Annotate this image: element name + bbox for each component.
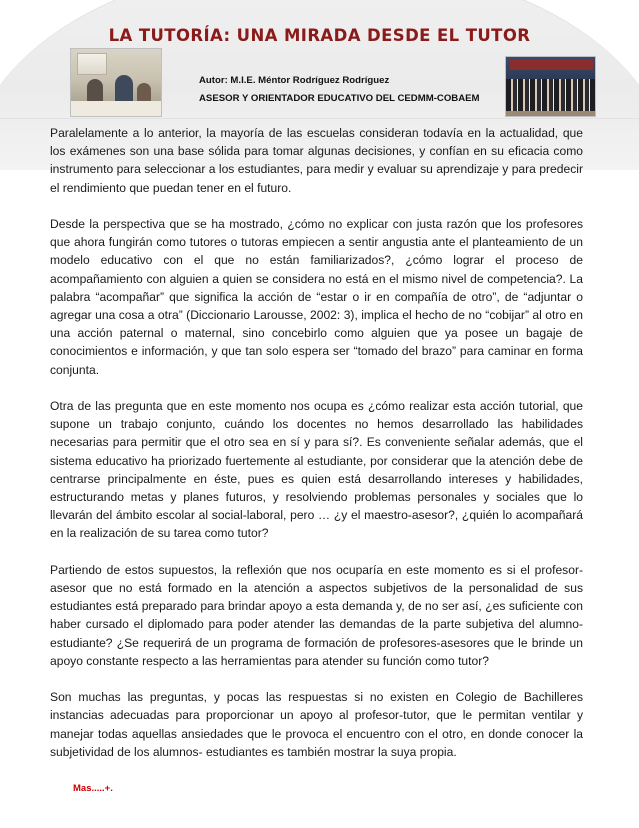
page-title: LA TUTORÍA: UNA MIRADA DESDE EL TUTOR [108, 26, 531, 45]
paragraph-2: Desde la perspectiva que se ha mostrado, ¿cómo no explicar con justa razón que los profesores que ahora fungirán como tutores o tutoras empiecen a sentir angustia ante el planteamiento de un modelo educativo con el que no están familiarizados?, ¿cómo lograr el proceso de acompañamiento con alguien a quien se considera no está en el mismo nivel de competencia?. La palabra “acompañar” que significa la acción de “estar o ir en compañía de otro”, de “adjuntar o agregar una cosa a otra” (Diccionario Larousse, 2002: 3), implica el hecho de no “cobijar” al otro en una acción paternal o maternal, sino concebirlo como alguien que ya posee un bagaje de conocimientos e información, y que tan solo espera ser “tomado del brazo” para caminar en forma conjunta. [50, 217, 583, 377]
paragraph-3: Otra de las pregunta que en este momento nos ocupa es ¿cómo realizar esta acción tutorial, que supone un trabajo conjunto, cuándo los docentes no hemos desarrollado las habilidades necesarias para permitir que el otro sea en sí y para sí?. Es conveniente señalar además, que el sistema educativo ha priorizado fuertemente al estudiante, por considerar que la atención debe de centrarse principalmente en éste, pues es quien está desarrollando intereses y habilidades, estructurando metas y planes futuros, y resolviendo problemas personales y sociales que lo llevarán del ámbito escolar al social-laboral, pero … ¿y el maestro-asesor?, ¿quién lo acompañará en la realización de su tarea como tutor? [50, 399, 583, 541]
more-link[interactable]: Mas.....+. [73, 783, 113, 794]
meeting-photo [70, 48, 162, 117]
paragraph-1: Paralelamente a lo anterior, la mayoría de las escuelas consideran todavía en la actualidad, que los exámenes son una base sólida para tomar algunas decisiones, y confían en su eficacia como instrumento para seleccionar a los estudiantes, para medir y evaluar su aprendizaje y para predecir el rendimiento que puedan tener en el futuro. [50, 126, 583, 195]
author-block [199, 72, 480, 108]
paragraph-5: Son muchas las preguntas, y pocas las respuestas si no existen en Colegio de Bachilleres instancias adecuadas para proporcionar un apoyo al profesor-tutor, que le permitan ventilar y manejar todas aquellas ansiedades que le provoca el encuentro con el otro, en donde conocer la subjetividad de los alumnos- estudiantes es también mostrar la suya propia. [50, 690, 583, 759]
header-divider [0, 118, 639, 119]
author-name: Autor: M.I.E. Méntor Rodríguez Rodríguez [199, 75, 390, 86]
paragraph-4: Partiendo de estos supuestos, la reflexión que nos ocuparía en este momento es si el profesor-asesor que no está formado en la atención a aspectos subjetivos de la personalidad de sus estudiantes está preparado para brindar apoyo a esta demanda y, de no ser así, ¿es suficiente con haber cursado el diplomado para poder atender las demandas de la parte subjetiva del alumno-estudiante? ¿Se requerirá de un programa de formación de profesores-asesores que le brinde un apoyo constante respecto a las herramientas para atender su función como tutor? [50, 562, 583, 668]
group-photo [505, 56, 596, 117]
article-body [50, 124, 583, 761]
author-role: ASESOR Y ORIENTADOR EDUCATIVO DEL CEDMM-COBAEM [199, 93, 480, 104]
